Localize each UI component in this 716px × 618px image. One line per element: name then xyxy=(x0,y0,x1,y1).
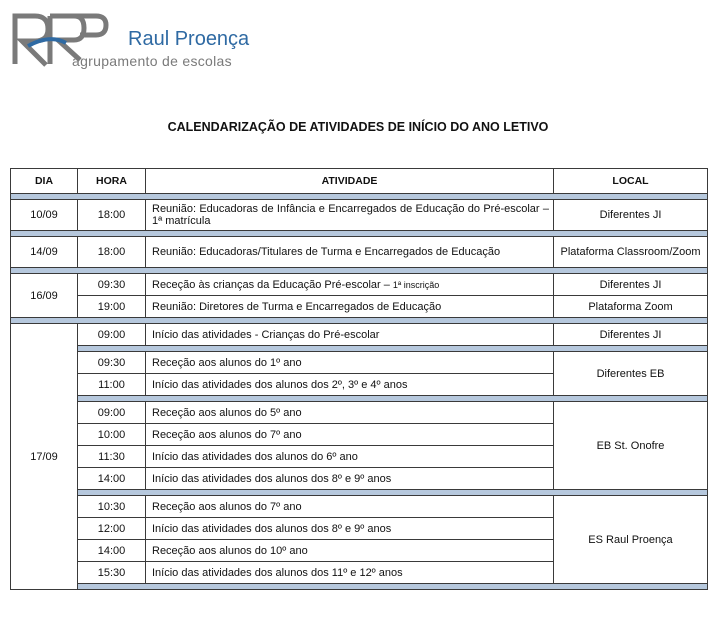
page-title: CALENDARIZAÇÃO DE ATIVIDADES DE INÍCIO DO ANO LETIVO xyxy=(167,120,549,134)
cell-hora: 18:00 xyxy=(78,200,146,231)
table-row xyxy=(11,324,708,346)
cell-dia: 16/09 xyxy=(11,274,78,318)
logo-name: Raul Proença xyxy=(128,28,250,50)
header-hora: HORA xyxy=(78,169,146,194)
cell-local: Diferentes EB xyxy=(554,352,708,396)
cell-atividade: Receção aos alunos do 5º ano xyxy=(146,402,554,424)
cell-atividade: Reunião: Educadoras de Infância e Encarregados de Educação do Pré-escolar – 1ª matrícula xyxy=(146,200,554,231)
logo-subtitle: agrupamento de escolas xyxy=(72,53,232,69)
cell-atividade: Início das atividades dos alunos dos 11º e 12º anos xyxy=(146,562,554,584)
table-row xyxy=(11,237,708,268)
schedule-table xyxy=(10,168,708,590)
table-row xyxy=(11,402,708,424)
header-atividade: ATIVIDADE xyxy=(146,169,554,194)
cell-local: Diferentes JI xyxy=(554,200,708,231)
header-dia: DIA xyxy=(11,169,78,194)
cell-atividade: Receção aos alunos do 7º ano xyxy=(146,496,554,518)
header-row xyxy=(11,169,708,194)
table-row xyxy=(11,200,708,231)
cell-atividade xyxy=(146,274,554,296)
cell-hora: 18:00 xyxy=(78,237,146,268)
cell-hora: 10:00 xyxy=(78,424,146,446)
cell-local: Diferentes JI xyxy=(554,324,708,346)
school-logo xyxy=(10,10,250,70)
cell-atividade: Início das atividades dos alunos dos 8º e 9º anos xyxy=(146,468,554,490)
cell-atividade: Início das atividades - Crianças do Pré-escolar xyxy=(146,324,554,346)
cell-hora: 09:30 xyxy=(78,352,146,374)
cell-hora: 15:30 xyxy=(78,562,146,584)
cell-atividade: Receção aos alunos do 1º ano xyxy=(146,352,554,374)
table-row xyxy=(11,274,708,296)
cell-atividade: Receção aos alunos do 10º ano xyxy=(146,540,554,562)
table-row xyxy=(11,296,708,318)
cell-atividade: Reunião: Educadoras/Titulares de Turma e Encarregados de Educação xyxy=(146,237,554,268)
cell-hora: 10:30 xyxy=(78,496,146,518)
cell-atividade: Início das atividades dos alunos do 6º ano xyxy=(146,446,554,468)
cell-atividade: Início das atividades dos alunos dos 2º, 3º e 4º anos xyxy=(146,374,554,396)
cell-dia: 10/09 xyxy=(11,200,78,231)
cell-hora: 11:00 xyxy=(78,374,146,396)
cell-hora: 19:00 xyxy=(78,296,146,318)
cell-hora: 12:00 xyxy=(78,518,146,540)
cell-dia: 14/09 xyxy=(11,237,78,268)
cell-hora: 11:30 xyxy=(78,446,146,468)
header-local: LOCAL xyxy=(554,169,708,194)
cell-atividade: Início das atividades dos alunos dos 8º e 9º anos xyxy=(146,518,554,540)
atividade-note: 1ª inscrição xyxy=(392,279,440,290)
cell-local: Plataforma Classroom/Zoom xyxy=(554,237,708,268)
separator-row xyxy=(11,584,708,590)
cell-hora: 14:00 xyxy=(78,468,146,490)
cell-atividade: Reunião: Diretores de Turma e Encarregados de Educação xyxy=(146,296,554,318)
table-row xyxy=(11,496,708,518)
cell-dia: 17/09 xyxy=(11,324,78,590)
cell-local: ES Raul Proença xyxy=(554,496,708,584)
cell-local: EB St. Onofre xyxy=(554,402,708,490)
table-row xyxy=(11,352,708,374)
atividade-text: Receção às crianças da Educação Pré-escolar – xyxy=(152,278,393,291)
cell-hora: 14:00 xyxy=(78,540,146,562)
cell-hora: 09:30 xyxy=(78,274,146,296)
cell-atividade: Receção aos alunos do 7º ano xyxy=(146,424,554,446)
cell-local: Plataforma Zoom xyxy=(554,296,708,318)
cell-local: Diferentes JI xyxy=(554,274,708,296)
cell-hora: 09:00 xyxy=(78,402,146,424)
cell-hora: 09:00 xyxy=(78,324,146,346)
